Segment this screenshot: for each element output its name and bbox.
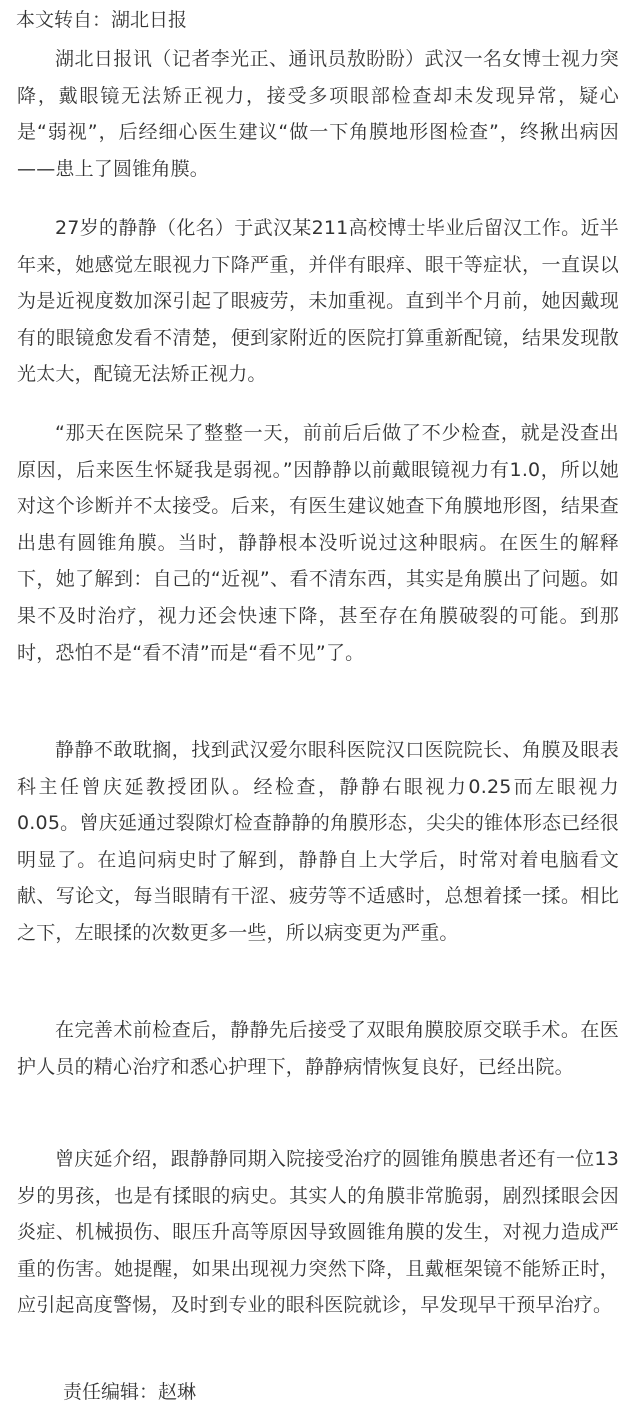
source-attribution: 本文转自：湖北日报 [16,9,188,31]
paragraph-advice: 曾庆延介绍，跟静静同期入院接受治疗的圆锥角膜患者还有一位13岁的男孩，也是有揉眼的病史。其实人的角膜非常脆弱，剧烈揉眼会因炎症、机械损伤、眼压升高等原因导致圆锥角膜的发生，对视力造成严重的伤害。她提醒，如果出现视力突然下降，且戴框架镜不能矫正时，应引起高度警惕，及时到专业的眼科医院就诊，早发现早干预早治疗。 [17,1148,619,1317]
paragraph-examination: 静静不敢耽搁，找到武汉爱尔眼科医院汉口医院院长、角膜及眼表科主任曾庆延教授团队。经检查，静静右眼视力0.25而左眼视力0.05。曾庆延通过裂隙灯检查静静的角膜形态，尖尖的锥体形态已经很明显了。在追问病史时了解到，静静自上大学后，时常对着电脑看文献、写论文，每当眼睛有干涩、疲劳等不适感时，总想着揉一揉。相比之下，左眼揉的次数更多一些，所以病变更为严重。 [17,739,619,944]
paragraph-diagnosis: “那天在医院呆了整整一天，前前后后做了不少检查，就是没查出原因，后来医生怀疑我是弱视。”因静静以前戴眼镜视力有1.0，所以她对这个诊断并不太接受。后来，有医生建议她查下角膜地形图，结果查出患有圆锥角膜。当时，静静根本没听说过这种眼病。在医生的解释下，她了解到：自己的“近视”、看不清东西，其实是角膜出了问题。如果不及时治疗，视力还会快速下降，甚至存在角膜破裂的可能。到那时，恐怕不是“看不清”而是“看不见”了。 [17,422,619,664]
paragraph-treatment: 在完善术前检查后，静静先后接受了双眼角膜胶原交联手术。在医护人员的精心治疗和悉心护理下，静静病情恢复良好，已经出院。 [17,1019,619,1078]
editor-credit: 责任编辑：赵琳 [63,1381,197,1403]
paragraph-lead: 湖北日报讯（记者李光正、通讯员敖盼盼）武汉一名女博士视力突降，戴眼镜无法矫正视力，接受多项眼部检查却未发现异常，疑心是“弱视”，后经细心医生建议“做一下角膜地形图检查”，终揪出病因——患上了圆锥角膜。 [17,48,619,180]
paragraph-background: 27岁的静静（化名）于武汉某211高校博士毕业后留汉工作。近半年来，她感觉左眼视力下降严重，并伴有眼痒、眼干等症状，一直误以为是近视度数加深引起了眼疲劳，未加重视。直到半个月前，她因戴现有的眼镜愈发看不清楚，便到家附近的医院打算重新配镜，结果发现散光太大，配镜无法矫正视力。 [17,217,619,386]
